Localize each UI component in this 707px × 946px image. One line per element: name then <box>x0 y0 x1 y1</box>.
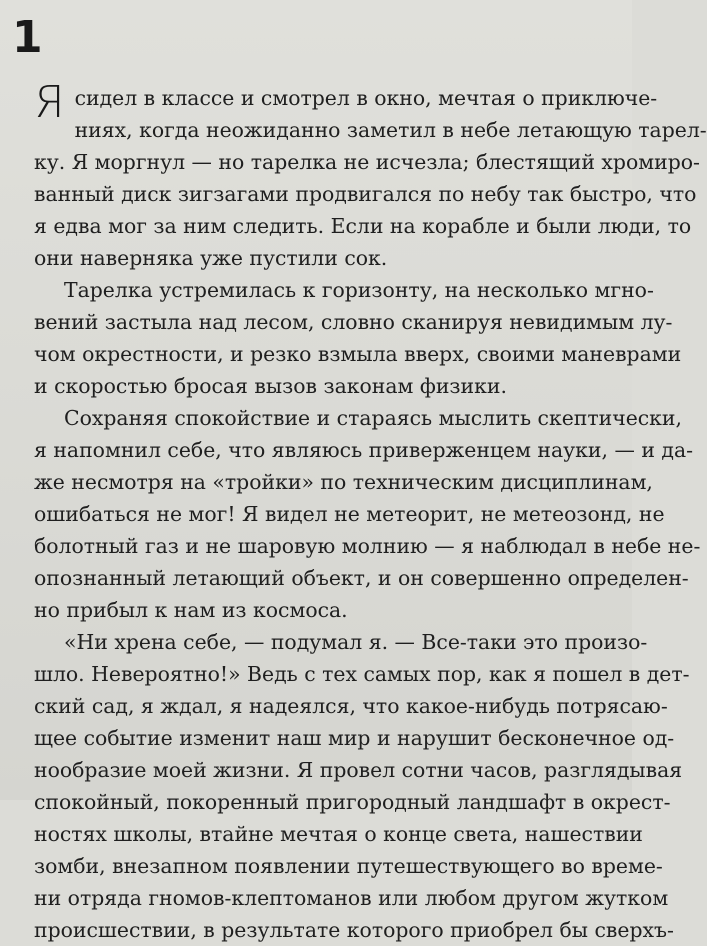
paragraph-3 <box>34 402 701 626</box>
paragraph-line: и скоростью бросая вызов законам физики. <box>34 374 507 398</box>
paragraph-4 <box>34 626 690 946</box>
drop-cap: Я <box>34 77 65 128</box>
paragraph-line: ошибаться не мог! Я видел не метеорит, не метеозонд, не <box>34 502 665 526</box>
paragraph-2 <box>34 274 682 402</box>
paragraph-line: нообразие моей жизни. Я провел сотни часов, разглядывая <box>34 758 683 782</box>
paragraph-line: вений застыла над лесом, словно сканируя невидимым лу- <box>34 310 673 334</box>
paragraph-line: же несмотря на «тройки» по техническим дисциплинам, <box>34 470 653 494</box>
paragraph-line: я напомнил себе, что являюсь приверженцем науки, — и да- <box>34 438 694 462</box>
paragraph-line: ванный диск зигзагами продвигался по небу так быстро, что <box>34 182 697 206</box>
paragraph-line: я едва мог за ним следить. Если на корабле и были люди, то <box>34 214 692 238</box>
paragraph-line: ский сад, я ждал, я надеялся, что какое-нибудь потрясаю- <box>34 694 668 718</box>
paragraph-line: болотный газ и не шаровую молнию — я наблюдал в небе не- <box>34 534 701 558</box>
paragraph-line: опознанный летающий объект, и он совершенно определен- <box>34 566 689 590</box>
line-text: сидел в классе и смотрел в окно, мечтая о приключе- <box>74 86 658 110</box>
paragraph-line: шло. Невероятно!» Ведь с тех самых пор, как я пошел в дет- <box>34 662 690 686</box>
paragraph-line: спокойный, покоренный пригородный ландшафт в окрест- <box>34 790 671 814</box>
chapter-number: 1 <box>12 12 43 63</box>
paragraph-line: они наверняка уже пустили сок. <box>34 246 388 270</box>
paragraph-line: ностях школы, втайне мечтая о конце света, нашествии <box>34 822 643 846</box>
paragraph-line <box>34 77 658 128</box>
paragraph-line: ниях, когда неожиданно заметил в небе летающую тарел- <box>74 118 707 142</box>
body-text <box>34 77 707 946</box>
paragraph-line: Сохраняя спокойствие и стараясь мыслить скептически, <box>64 406 683 430</box>
paragraph-line: ни отряда гномов-клептоманов или любом другом жутком <box>34 886 669 910</box>
paragraph-line: щее событие изменит наш мир и нарушит бесконечное од- <box>34 726 675 750</box>
paragraph-line: «Ни хрена себе, — подумал я. — Все-таки это произо- <box>64 630 648 654</box>
paragraph-1 <box>34 77 707 274</box>
paragraph-line: происшествии, в результате которого приобрел бы сверхъ- <box>34 918 674 942</box>
paragraph-line: чом окрестности, и резко взмыла вверх, своими маневрами <box>34 342 682 366</box>
paragraph-line: ку. Я моргнул — но тарелка не исчезла; блестящий хромиро- <box>34 150 700 174</box>
paragraph-line: но прибыл к нам из космоса. <box>34 598 348 622</box>
paragraph-line: зомби, внезапном появлении путешествующего во време- <box>34 854 663 878</box>
paragraph-line: Тарелка устремилась к горизонту, на несколько мгно- <box>64 278 654 302</box>
